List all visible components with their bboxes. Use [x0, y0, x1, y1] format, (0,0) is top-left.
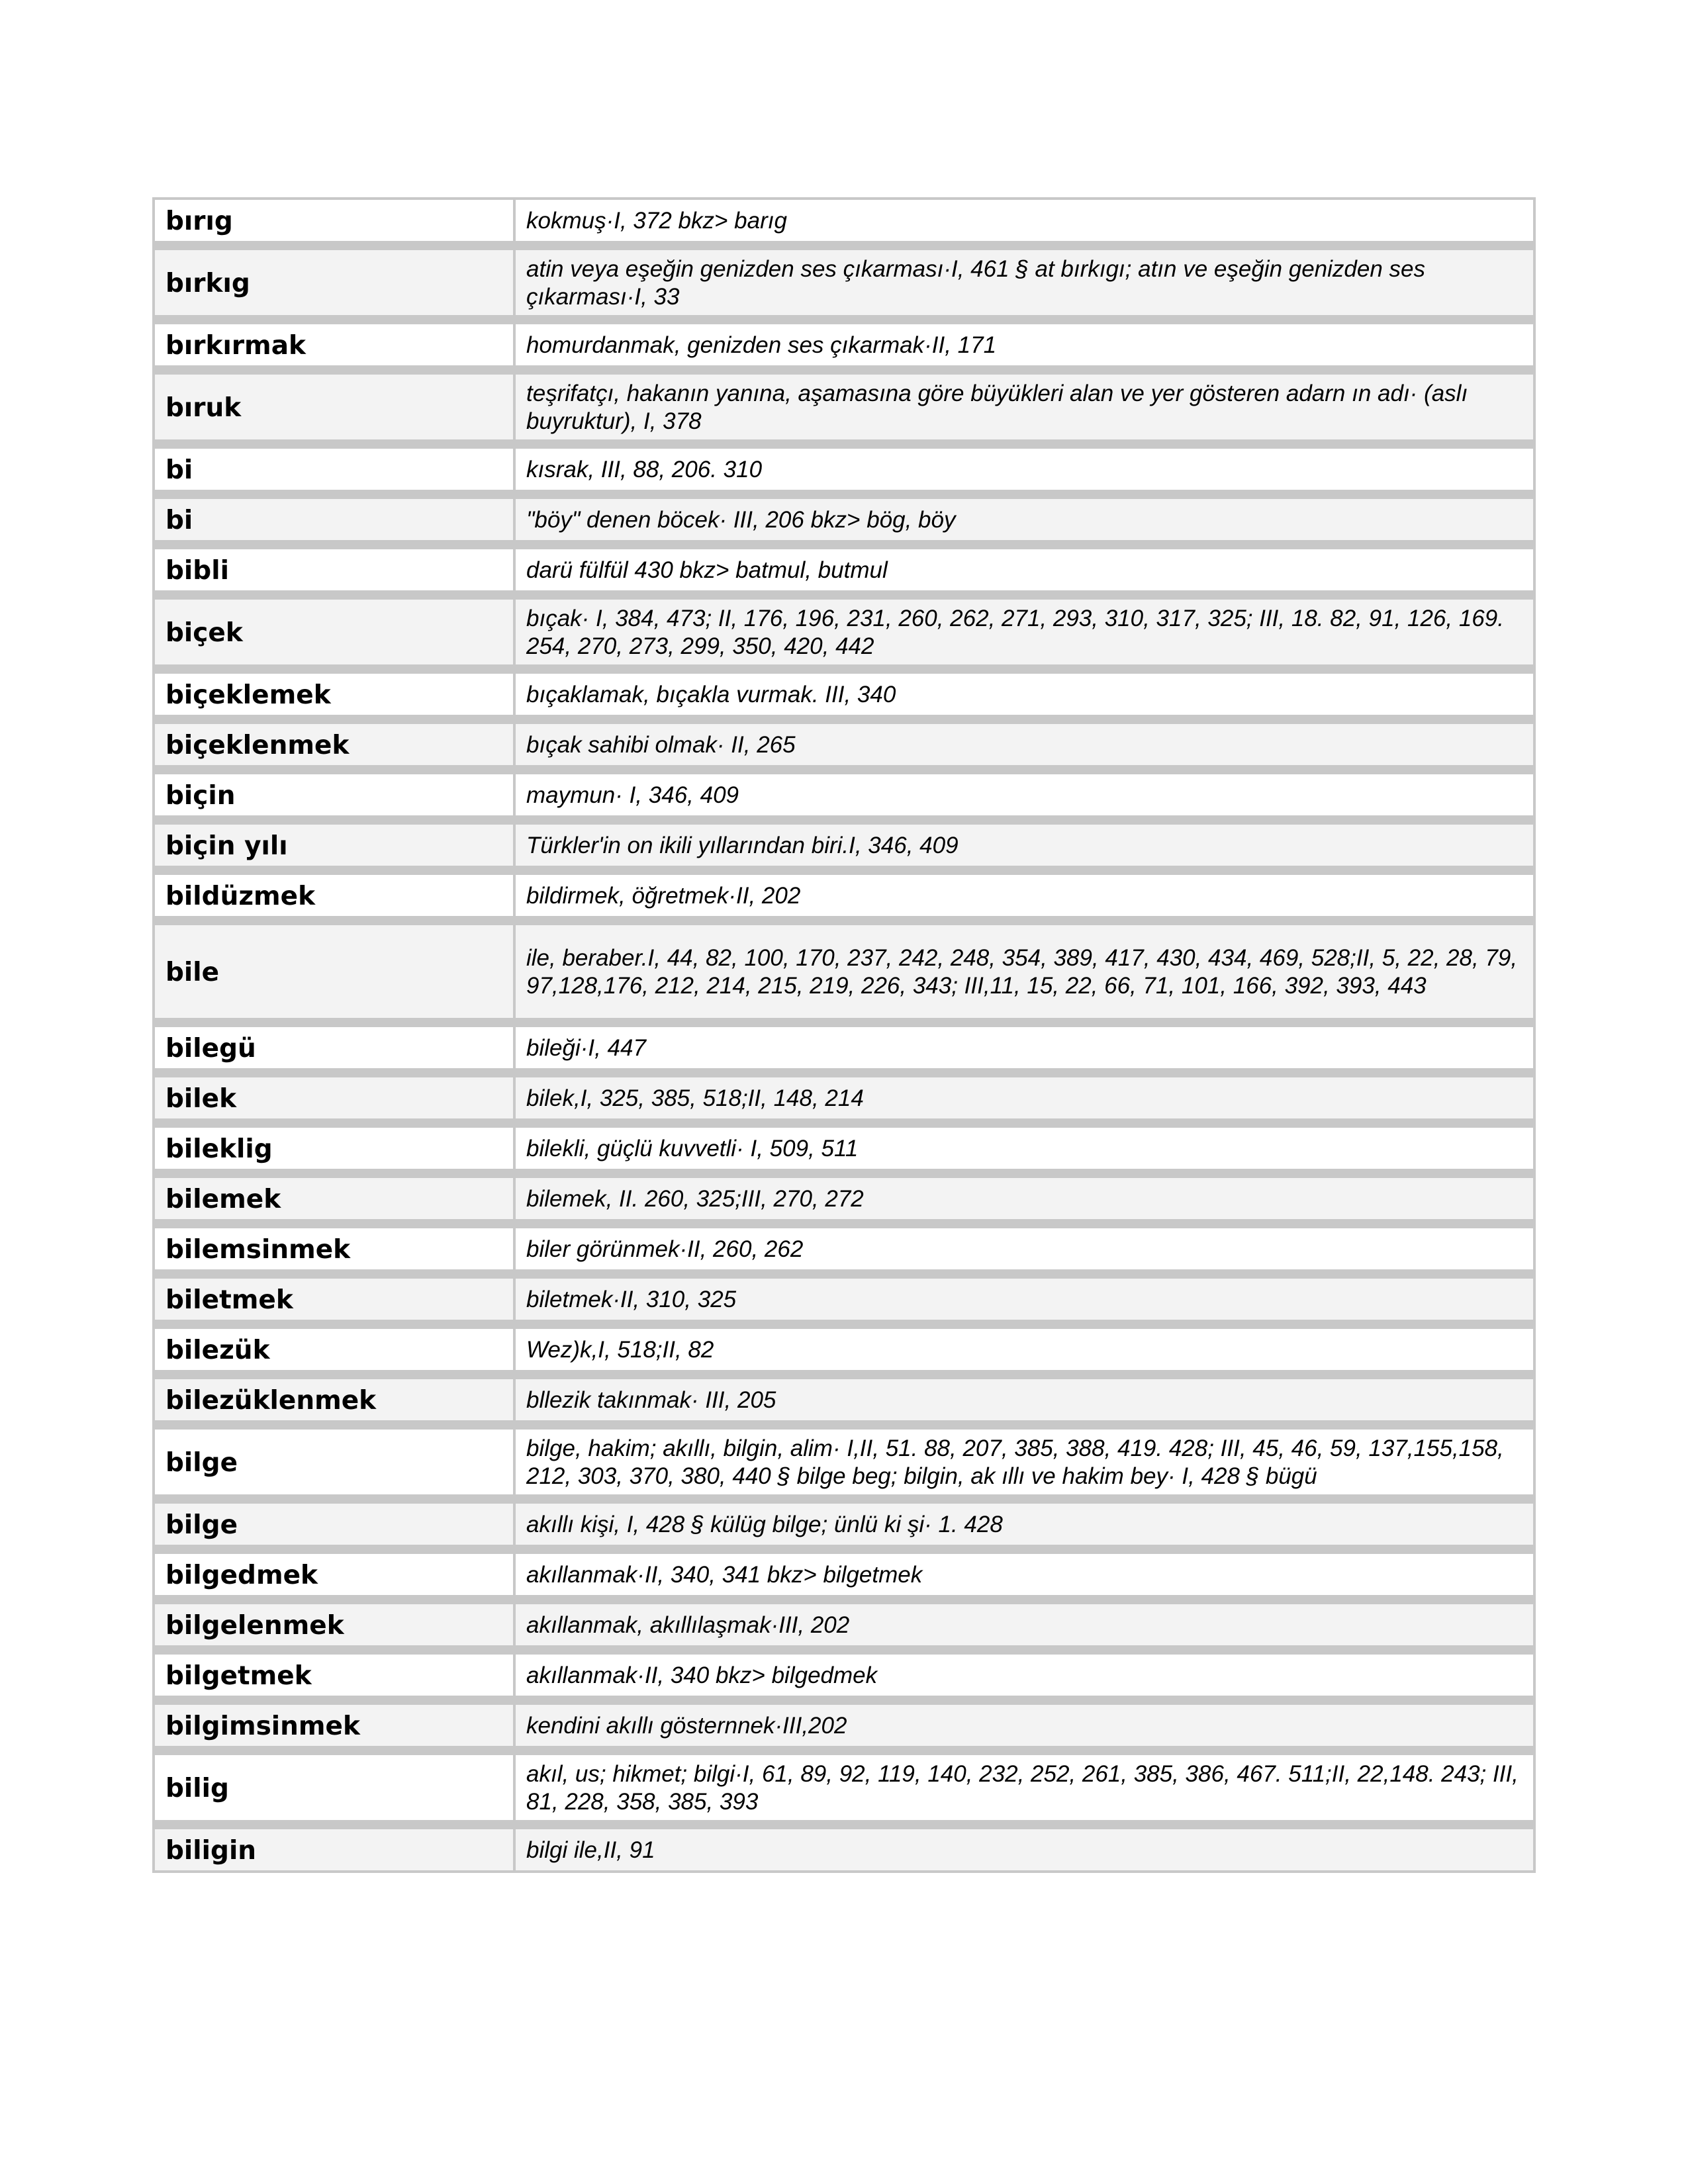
table-row: [155, 825, 1533, 866]
entry-definition-text: maymun· I, 346, 409: [526, 782, 739, 808]
entry-term: bilig: [155, 1755, 516, 1820]
table-row: [155, 1128, 1533, 1169]
entry-definition-text: homurdanmak, genizden ses çıkarmak·II, 171: [526, 332, 997, 358]
table-row: [155, 1554, 1533, 1595]
entry-definition-text: bilgi ile,II, 91: [526, 1837, 655, 1863]
table-row: [155, 1379, 1533, 1420]
entry-definition: [516, 1604, 1533, 1645]
entry-term: bilek: [155, 1077, 516, 1118]
table-row: [155, 774, 1533, 815]
entry-definition: [516, 1504, 1533, 1545]
entry-term: bırıg: [155, 200, 516, 241]
entry-term: bile: [155, 925, 516, 1018]
entry-definition-text: darü fülfül 430 bkz> batmul, butmul: [526, 557, 888, 583]
entry-term: bildüzmek: [155, 875, 516, 916]
entry-definition: [516, 1178, 1533, 1219]
entry-definition: [516, 549, 1533, 590]
entry-term: bilezüklenmek: [155, 1379, 516, 1420]
entry-definition: [516, 1655, 1533, 1696]
entry-definition-text: akıl, us; hikmet; bilgi·I, 61, 89, 92, 119, 140, 232, 252, 261, 385, 386, 467. 511;II, 22,148. 243; III, 81, 228, 358, 385, 393: [526, 1761, 1519, 1815]
entry-definition-text: bileği·I, 447: [526, 1035, 646, 1061]
entry-term: bilemek: [155, 1178, 516, 1219]
entry-definition: [516, 200, 1533, 241]
entry-definition: [516, 1430, 1533, 1494]
table-row: [155, 1829, 1533, 1870]
entry-definition: [516, 1279, 1533, 1320]
table-row: [155, 925, 1533, 1018]
entry-term: bilgedmek: [155, 1554, 516, 1595]
entry-term: bilge: [155, 1430, 516, 1494]
table-row: [155, 1504, 1533, 1545]
entry-definition: [516, 449, 1533, 490]
entry-term: biçeklenmek: [155, 724, 516, 765]
entry-definition-text: bllezik takınmak· III, 205: [526, 1387, 776, 1413]
entry-definition: [516, 1705, 1533, 1746]
entry-definition-text: kısrak, III, 88, 206. 310: [526, 457, 763, 482]
entry-definition-text: bilekli, güçlü kuvvetli· I, 509, 511: [526, 1136, 859, 1161]
table-row: [155, 1655, 1533, 1696]
entry-definition-text: bilemek, II. 260, 325;III, 270, 272: [526, 1186, 864, 1212]
entry-term: bibli: [155, 549, 516, 590]
entry-term: biçek: [155, 600, 516, 664]
entry-definition: [516, 1755, 1533, 1820]
table-row: [155, 200, 1533, 241]
table-row: [155, 1755, 1533, 1820]
entry-definition-text: kendini akıllı gösternnek·III,202: [526, 1713, 847, 1739]
entry-definition-text: "böy" denen böcek· III, 206 bkz> bög, böy: [526, 507, 956, 533]
entry-term: biçeklemek: [155, 674, 516, 715]
table-row: [155, 1705, 1533, 1746]
entry-definition-text: atin veya eşeğin genizden ses çıkarması·I, 461 § at bırkıgı; atın ve eşeğin genizden ses çıkarması·I, 33: [526, 256, 1426, 310]
entry-term: bilgetmek: [155, 1655, 516, 1696]
entry-term: biletmek: [155, 1279, 516, 1320]
entry-definition: [516, 774, 1533, 815]
table-row: [155, 1604, 1533, 1645]
table-row: [155, 1178, 1533, 1219]
entry-definition-text: teşrifatçı, hakanın yanına, aşamasına göre büyükleri alan ve yer gösteren adarn ın adı· (aslı buyruktur), I, 378: [526, 381, 1468, 434]
table-row: [155, 600, 1533, 664]
table-row: [155, 1430, 1533, 1494]
table-row: [155, 250, 1533, 315]
table-row: [155, 375, 1533, 439]
entry-definition-text: bilek,I, 325, 385, 518;II, 148, 214: [526, 1085, 864, 1111]
entry-term: bilemsinmek: [155, 1228, 516, 1269]
entry-definition: [516, 250, 1533, 315]
entry-definition: [516, 925, 1533, 1018]
entry-definition: [516, 1829, 1533, 1870]
entry-definition: [516, 1329, 1533, 1370]
entry-definition: [516, 324, 1533, 365]
table-row: [155, 1279, 1533, 1320]
table-row: [155, 449, 1533, 490]
dictionary-rows: [155, 200, 1533, 1870]
entry-definition: [516, 1027, 1533, 1068]
entry-term: bırkıg: [155, 250, 516, 315]
entry-definition-text: biletmek·II, 310, 325: [526, 1287, 737, 1312]
dictionary-table: [152, 197, 1536, 1873]
entry-term: bi: [155, 449, 516, 490]
entry-definition: [516, 600, 1533, 664]
entry-definition-text: biler görünmek·II, 260, 262: [526, 1236, 804, 1262]
table-row: [155, 499, 1533, 540]
entry-definition-text: ile, beraber.I, 44, 82, 100, 170, 237, 242, 248, 354, 389, 417, 430, 434, 469, 528;II, 5, 22, 28, 79, 97,128,176, 212, 214, 215, 219, 226, 343; III,11, 15, 22, 66, 71, 101, 166, 392, 393, 443: [526, 945, 1518, 999]
entry-definition: [516, 499, 1533, 540]
entry-definition: [516, 825, 1533, 866]
table-row: [155, 724, 1533, 765]
entry-definition-text: bilge, hakim; akıllı, bilgin, alim· I,II, 51. 88, 207, 385, 388, 419. 428; III, 45, 46, 59, 137,155,158, 212, 303, 370, 380, 440 § bilge beg; bilgin, ak ıllı ve hakim bey· I, 428 § bügü: [526, 1435, 1504, 1489]
entry-term: bileklig: [155, 1128, 516, 1169]
entry-definition-text: Wez)k,I, 518;II, 82: [526, 1337, 714, 1363]
entry-definition-text: akıllı kişi, I, 428 § külüg bilge; ünlü ki şi· 1. 428: [526, 1512, 1003, 1537]
entry-definition-text: Türkler'in on ikili yıllarından biri.I, 346, 409: [526, 833, 959, 858]
entry-definition: [516, 875, 1533, 916]
table-row: [155, 1228, 1533, 1269]
entry-definition: [516, 375, 1533, 439]
entry-term: bilgimsinmek: [155, 1705, 516, 1746]
table-row: [155, 1027, 1533, 1068]
entry-definition: [516, 1554, 1533, 1595]
entry-definition: [516, 1228, 1533, 1269]
entry-term: bilezük: [155, 1329, 516, 1370]
table-row: [155, 674, 1533, 715]
entry-definition: [516, 724, 1533, 765]
table-row: [155, 875, 1533, 916]
entry-definition: [516, 1077, 1533, 1118]
entry-term: bırkırmak: [155, 324, 516, 365]
entry-definition-text: akıllanmak·II, 340, 341 bkz> bilgetmek: [526, 1562, 923, 1588]
entry-definition-text: bildirmek, öğretmek·II, 202: [526, 883, 801, 909]
entry-definition-text: akıllanmak·II, 340 bkz> bilgedmek: [526, 1662, 878, 1688]
entry-term: biçin yılı: [155, 825, 516, 866]
entry-term: bilegü: [155, 1027, 516, 1068]
entry-definition-text: bıçak· I, 384, 473; II, 176, 196, 231, 260, 262, 271, 293, 310, 317, 325; III, 18. 82, 91, 126, 169. 254, 270, 273, 299, 350, 420, 442: [526, 606, 1504, 659]
table-row: [155, 1077, 1533, 1118]
entry-definition-text: bıçaklamak, bıçakla vurmak. III, 340: [526, 682, 896, 707]
entry-definition: [516, 674, 1533, 715]
entry-definition: [516, 1379, 1533, 1420]
entry-definition-text: bıçak sahibi olmak· II, 265: [526, 732, 796, 758]
entry-term: bıruk: [155, 375, 516, 439]
entry-term: bilge: [155, 1504, 516, 1545]
table-row: [155, 1329, 1533, 1370]
entry-term: biligin: [155, 1829, 516, 1870]
entry-term: biçin: [155, 774, 516, 815]
table-row: [155, 549, 1533, 590]
entry-definition-text: kokmuş·I, 372 bkz> barıg: [526, 208, 787, 234]
entry-term: bilgelenmek: [155, 1604, 516, 1645]
entry-term: bi: [155, 499, 516, 540]
table-row: [155, 324, 1533, 365]
entry-definition-text: akıllanmak, akıllılaşmak·III, 202: [526, 1612, 850, 1638]
entry-definition: [516, 1128, 1533, 1169]
